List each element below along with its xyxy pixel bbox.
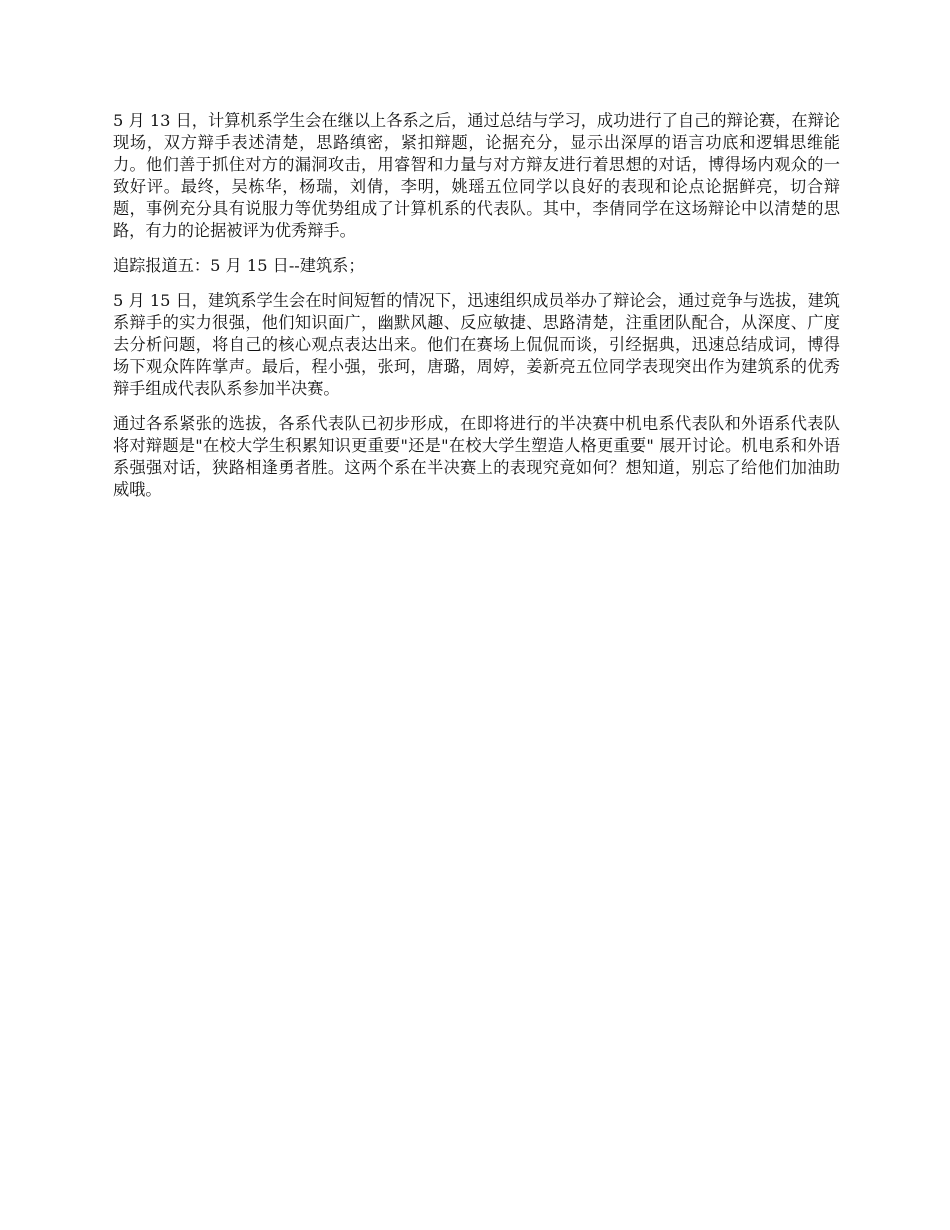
paragraph-semifinal-preview: 通过各系紧张的选拔，各系代表队已初步形成，在即将进行的半决赛中机电系代表队和外语系代表队将对辩题是"在校大学生积累知识更重要"还是"在校大学生塑造人格更重要" 展开讨论。机电系和外语系强强对话，狭路相逢勇者胜。这两个系在半决赛上的表现究竟如何？想知道，别忘了给他们加油助威哦。 — [113, 414, 840, 499]
document-body — [113, 110, 840, 514]
report-five-heading: 追踪报道五：5 月 15 日--建筑系； — [113, 256, 365, 275]
paragraph-architecture-dept: 5 月 15 日，建筑系学生会在时间短暂的情况下，迅速组织成员举办了辩论会，通过竞争与选拔，建筑系辩手的实力很强，他们知识面广，幽默风趣、反应敏捷、思路清楚，注重团队配合，从深度、广度去分析问题，将自己的核心观点表达出来。他们在赛场上侃侃而谈，引经据典，迅速总结成词，博得场下观众阵阵掌声。最后，程小强，张珂，唐璐，周婷，姜新亮五位同学表现突出作为建筑系的优秀辩手组成代表队系参加半决赛。 — [113, 291, 840, 398]
paragraph-computer-dept: 5 月 13 日，计算机系学生会在继以上各系之后，通过总结与学习，成功进行了自己的辩论赛，在辩论现场，双方辩手表述清楚，思路缜密，紧扣辩题，论据充分，显示出深厚的语言功底和逻辑思维能力。他们善于抓住对方的漏洞攻击，用睿智和力量与对方辩友进行着思想的对话，博得场内观众的一致好评。最终，吴栋华，杨瑞，刘倩，李明，姚瑶五位同学以良好的表现和论点论据鲜亮，切合辩题，事例充分具有说服力等优势组成了计算机系的代表队。其中，李倩同学在这场辩论中以清楚的思路，有力的论据被评为优秀辩手。 — [113, 111, 840, 240]
